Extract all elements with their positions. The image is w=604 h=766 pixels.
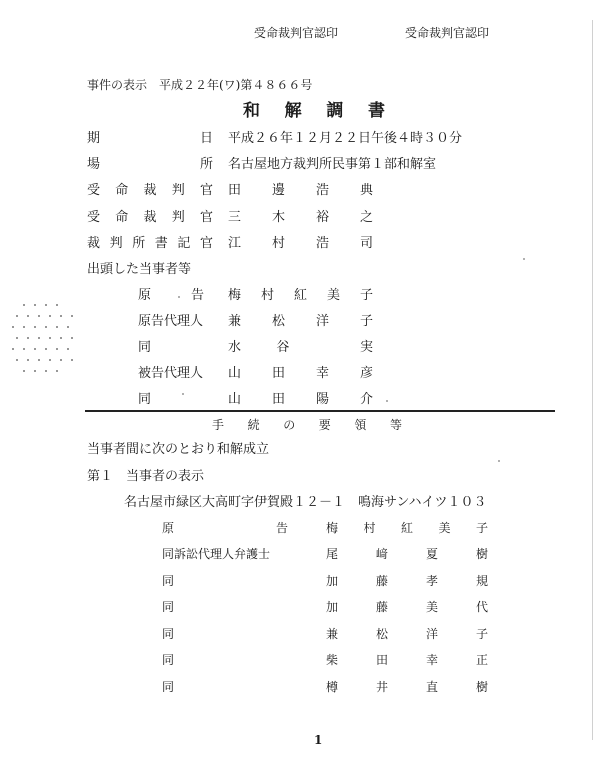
case-number: 事件の表示 平成２２年(ワ)第４８６６号: [87, 78, 313, 92]
page-number: 1: [314, 733, 323, 747]
title-char: 書: [367, 101, 385, 121]
scan-dot: [27, 337, 29, 339]
scan-dot: [49, 359, 51, 361]
scan-dot: [16, 315, 18, 317]
scan-dot: [67, 348, 69, 350]
party-role: 同: [162, 680, 175, 694]
scan-dot: [23, 304, 25, 306]
procedure-heading: 手 続 の 要 領 等: [212, 418, 402, 432]
scan-dot: [56, 326, 58, 328]
scan-dot: [16, 337, 18, 339]
section-divider: [85, 410, 555, 412]
scan-speck: [498, 460, 500, 462]
info-value-place: 名古屋地方裁判所民事第１部和解室: [228, 157, 437, 172]
scan-dot: [34, 304, 36, 306]
scan-dot: [34, 370, 36, 372]
party-name: 兼 松 洋 子: [326, 627, 488, 641]
scan-dot: [16, 359, 18, 361]
scan-dot: [71, 359, 73, 361]
party-role: 同: [162, 600, 175, 614]
scan-dot: [56, 348, 58, 350]
scan-dot: [67, 326, 69, 328]
info-value-clerk: 江 村 浩 司: [228, 236, 373, 251]
punch-hole-dots: [6, 298, 78, 388]
party-name: 加 藤 孝 規: [326, 574, 488, 588]
attendee-name: 兼 松 洋 子: [228, 314, 373, 329]
info-label-clerk: 裁 判 所 書 記 官: [87, 236, 213, 251]
scan-dot: [45, 370, 47, 372]
scan-dot: [45, 326, 47, 328]
party-name: 加 藤 美 代: [326, 600, 488, 614]
scan-speck: [182, 393, 184, 395]
scan-dot: [60, 315, 62, 317]
info-label-judge-2: 受 命 裁 判 官: [87, 210, 213, 225]
title-char: 調: [326, 101, 344, 121]
scan-dot: [71, 315, 73, 317]
party-role: 同: [162, 574, 175, 588]
party-name: 樽 井 直 樹: [326, 680, 488, 694]
scan-dot: [45, 304, 47, 306]
scan-dot: [12, 348, 14, 350]
party-address: 名古屋市緑区大高町字伊賀殿１２－１ 鳴海サンハイツ１０３: [124, 495, 487, 510]
scan-speck: [386, 400, 388, 402]
attendee-role: 同: [138, 392, 152, 407]
info-label-judge-1: 受 命 裁 判 官: [87, 183, 213, 198]
scan-dot: [23, 370, 25, 372]
scan-dot: [27, 359, 29, 361]
scan-dot: [27, 315, 29, 317]
attendee-name: 水 谷 実: [228, 340, 373, 355]
info-label-date: 期 日: [87, 131, 213, 146]
scan-speck: [178, 296, 180, 298]
section1-heading: 第１ 当事者の表示: [87, 469, 205, 484]
stamp-label-2: 受命裁判官認印: [405, 26, 490, 40]
info-label-place: 場 所: [87, 157, 213, 172]
scan-dot: [56, 304, 58, 306]
attendee-name: 山 田 幸 彦: [228, 366, 373, 381]
scan-dot: [12, 326, 14, 328]
scan-dot: [71, 337, 73, 339]
party-role: 同: [162, 653, 175, 667]
scan-edge-line: [592, 20, 593, 740]
attendees-heading: 出頭した当事者等: [87, 262, 192, 277]
stamp-label-1: 受命裁判官認印: [254, 26, 339, 40]
title-char: 和: [243, 101, 260, 121]
attendee-name: 梅 村 紅 美 子: [228, 288, 373, 303]
info-value-judge-2: 三 木 裕 之: [228, 210, 373, 225]
attendee-role: 同: [138, 340, 152, 355]
scan-dot: [23, 348, 25, 350]
scan-dot: [60, 337, 62, 339]
scan-dot: [38, 337, 40, 339]
attendee-name: 山 田 陽 介: [228, 392, 373, 407]
scan-dot: [49, 337, 51, 339]
title-char: 解: [284, 101, 302, 121]
party-role: 原 告: [162, 521, 288, 535]
scan-dot: [49, 315, 51, 317]
party-role: 同訴訟代理人弁護士: [162, 547, 271, 561]
info-value-judge-1: 田 邊 浩 典: [228, 183, 373, 198]
party-name: 梅 村 紅 美 子: [326, 521, 488, 535]
party-name: 尾 﨑 夏 樹: [326, 547, 488, 561]
scan-speck: [523, 258, 525, 260]
attendee-role: 原告代理人: [138, 314, 204, 329]
scan-dot: [23, 326, 25, 328]
scan-dot: [34, 326, 36, 328]
scan-dot: [38, 359, 40, 361]
info-value-date: 平成２６年１２月２２日午後４時３０分: [228, 131, 463, 146]
attendee-role: 被告代理人: [138, 366, 204, 381]
document-title: [243, 101, 385, 121]
scan-dot: [34, 348, 36, 350]
party-name: 柴 田 幸 正: [326, 653, 488, 667]
scan-dot: [38, 315, 40, 317]
scan-dot: [56, 370, 58, 372]
scan-dot: [45, 348, 47, 350]
agreement-line: 当事者間に次のとおり和解成立: [87, 442, 270, 457]
party-role: 同: [162, 627, 175, 641]
attendee-role: 原 告: [138, 288, 204, 303]
scan-dot: [60, 359, 62, 361]
